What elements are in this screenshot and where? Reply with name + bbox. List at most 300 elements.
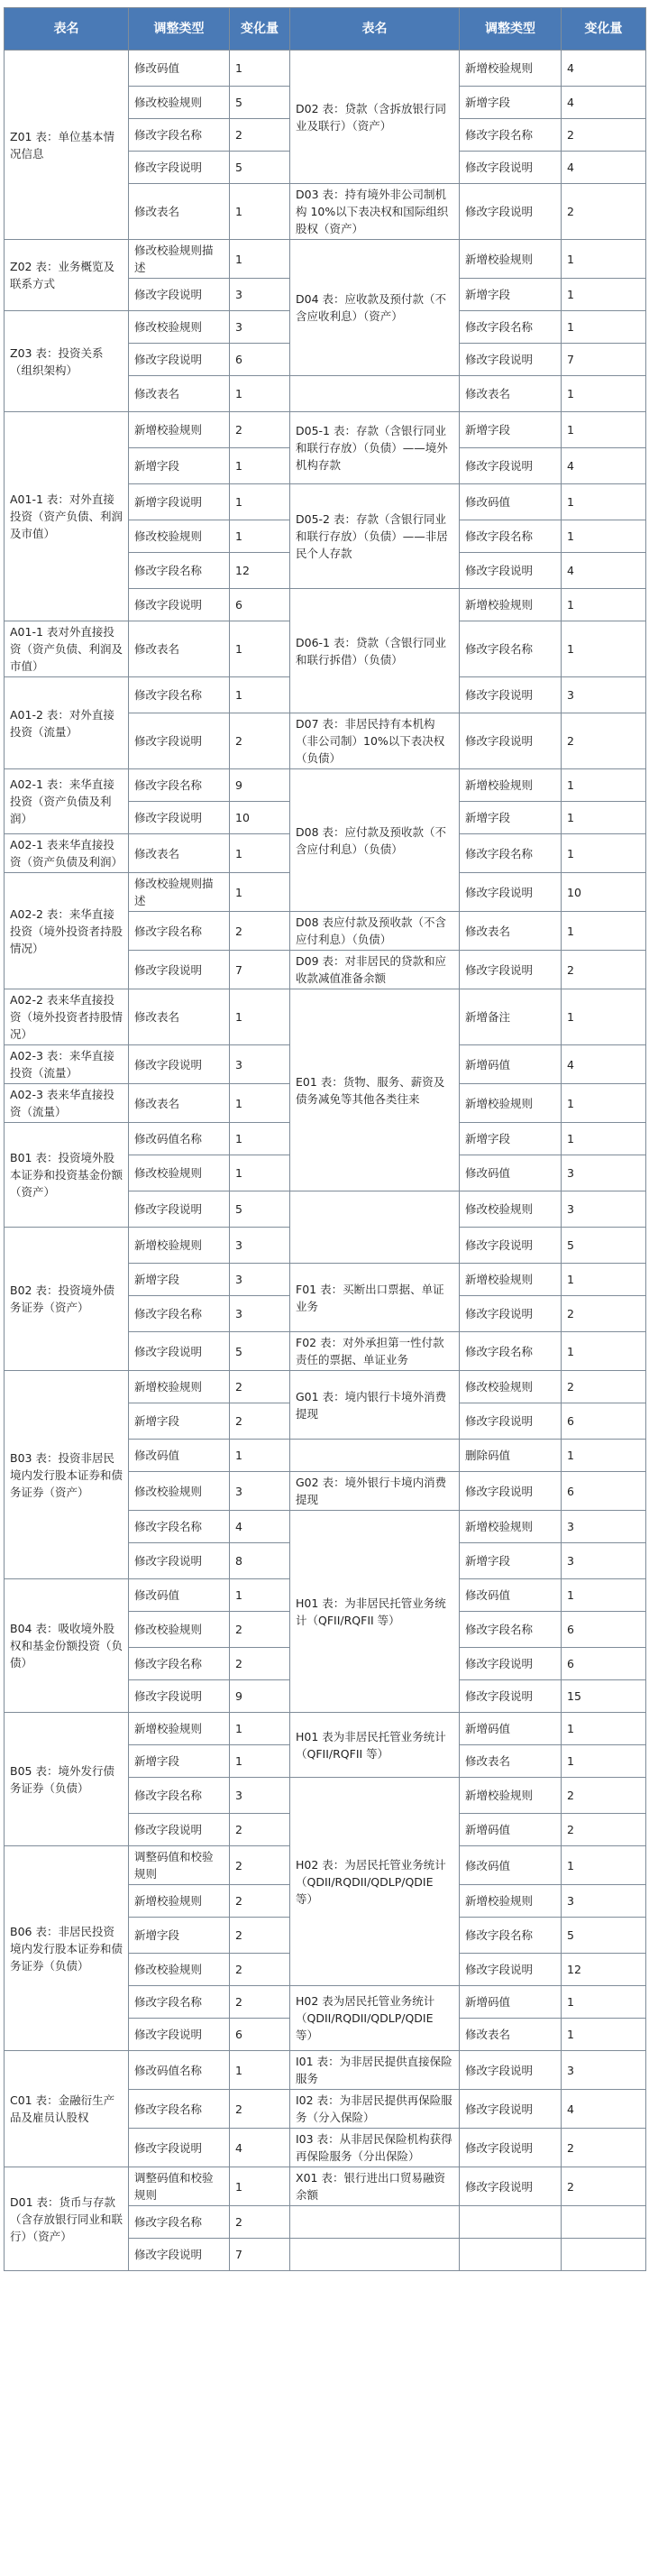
adjust-type-cell: 修改表名 [129,621,230,677]
change-count-cell: 3 [562,1885,646,1918]
table-name-cell: A01-1 表对外直接投资（资产负债、利润及市值） [5,621,129,677]
adjust-type-cell: 新增校验规则 [460,1511,562,1543]
change-count-cell: 1 [230,834,290,873]
adjust-type-cell: 修改字段说明 [460,1954,562,1986]
change-count-cell: 1 [230,184,290,240]
adjust-type-cell: 修改字段名称 [129,553,230,589]
change-count-cell: 6 [230,589,290,621]
change-count-cell: 4 [562,152,646,184]
table-name-cell: Z01 表：单位基本情况信息 [5,51,129,240]
adjust-type-cell: 修改字段说明 [129,279,230,311]
adjust-type-cell: 修改字段说明 [129,1191,230,1228]
table-name-cell [290,2239,460,2271]
change-count-cell: 5 [230,1191,290,1228]
change-count-cell: 1 [562,1745,646,1778]
change-count-cell: 4 [562,448,646,484]
adjust-type-cell: 新增字段说明 [129,484,230,520]
table-name-cell: A01-1 表：对外直接投资（资产负债、利润及市值） [5,412,129,621]
adjust-type-cell: 修改字段名称 [129,1511,230,1543]
adjust-type-cell: 修改字段名称 [129,769,230,802]
table-name-cell: I03 表：从非居民保险机构获得再保险服务（分出保险） [290,2129,460,2167]
change-count-cell: 2 [230,1846,290,1885]
table-name-cell: C01 表：金融衍生产品及雇员认股权 [5,2051,129,2167]
change-count-cell: 1 [562,484,646,520]
table-name-cell: H01 表为非居民托管业务统计（QFII/RQFII 等） [290,1713,460,1778]
adjust-type-cell: 新增校验规则 [129,412,230,448]
change-count-cell: 1 [230,677,290,713]
header-row [5,8,646,51]
header-change-count-right: 变化量 [562,8,646,51]
change-count-cell: 4 [562,51,646,87]
change-count-cell: 4 [230,1511,290,1543]
change-count-cell: 1 [562,621,646,677]
adjust-type-cell: 修改字段说明 [129,1332,230,1371]
adjust-type-cell: 修改字段说明 [129,344,230,376]
table-name-cell: Z03 表：投资关系（组织架构） [5,311,129,412]
change-count-cell: 1 [230,1155,290,1191]
adjust-type-cell: 修改码值 [460,1579,562,1612]
table-name-cell: A02-2 表来华直接投资（境外投资者持股情况） [5,989,129,1045]
table-name-cell: A02-1 表：来华直接投资（资产负债及利润） [5,769,129,834]
change-count-cell: 2 [230,1986,290,2019]
adjust-type-cell: 新增码值 [460,1713,562,1745]
adjust-type-cell: 修改字段说明 [460,184,562,240]
adjust-type-cell: 修改表名 [460,1745,562,1778]
table-name-cell: B01 表：投资境外股本证券和投资基金份额（资产） [5,1123,129,1228]
change-count-cell: 1 [562,376,646,412]
adjust-type-cell: 修改字段说明 [460,2129,562,2167]
adjust-type-cell: 修改字段说明 [129,802,230,834]
adjust-type-cell: 修改表名 [129,1084,230,1123]
adjust-type-cell: 修改字段名称 [460,1918,562,1954]
adjust-type-cell: 新增码值 [460,1986,562,2019]
header-change-count-left: 变化量 [230,8,290,51]
change-count-cell: 2 [230,1403,290,1440]
change-count-cell: 6 [562,1403,646,1440]
header-adjust-type-right: 调整类型 [460,8,562,51]
adjust-type-cell: 修改校验规则 [129,1612,230,1648]
change-count-cell [562,2239,646,2271]
adjust-type-cell: 修改字段说明 [129,1814,230,1846]
change-count-cell: 5 [230,87,290,119]
change-count-cell: 15 [562,1680,646,1713]
adjust-type-cell: 修改表名 [129,376,230,412]
change-count-cell: 1 [230,1579,290,1612]
change-count-cell: 1 [562,1264,646,1296]
table-name-cell: D08 表：应付款及预收款（不含应付利息）（负债） [290,769,460,912]
change-count-cell: 7 [230,2239,290,2271]
change-count-cell: 1 [562,2019,646,2051]
adjust-type-cell: 新增字段 [460,1123,562,1155]
change-count-cell: 1 [230,1713,290,1745]
change-count-cell: 2 [562,2129,646,2167]
change-count-cell: 1 [230,1084,290,1123]
change-count-cell: 3 [562,677,646,713]
change-count-cell: 1 [230,873,290,912]
adjust-type-cell: 删除码值 [460,1440,562,1472]
table-name-cell: G01 表：境内银行卡境外消费提现 [290,1371,460,1440]
table-name-cell: X01 表：银行进出口贸易融资余额 [290,2167,460,2206]
change-count-cell: 1 [562,802,646,834]
adjust-type-cell: 调整码值和校验规则 [129,2167,230,2206]
change-count-cell: 1 [230,484,290,520]
adjust-type-cell: 修改字段说明 [460,1680,562,1713]
adjust-type-cell: 调整码值和校验规则 [129,1846,230,1885]
change-count-cell: 3 [562,1155,646,1191]
adjust-type-cell: 新增校验规则 [460,51,562,87]
table-name-cell: A02-3 表：来华直接投资（流量） [5,1045,129,1084]
adjust-type-cell: 新增字段 [129,1918,230,1954]
adjust-type-cell: 修改字段名称 [129,677,230,713]
change-count-cell: 8 [230,1543,290,1579]
change-count-cell: 1 [562,311,646,344]
table-body [5,51,646,2271]
table-name-cell [290,2206,460,2239]
change-count-cell: 2 [562,713,646,769]
change-count-cell: 4 [230,2129,290,2167]
change-count-cell: 9 [230,1680,290,1713]
change-count-cell: 1 [562,1579,646,1612]
change-count-cell: 2 [230,1918,290,1954]
table-name-cell: D01 表：货币与存款（含存放银行同业和联行）（资产） [5,2167,129,2271]
change-count-cell: 1 [562,1986,646,2019]
change-count-cell: 2 [230,2206,290,2239]
change-count-cell: 7 [562,344,646,376]
table-row [5,1713,646,1745]
change-count-cell: 3 [230,279,290,311]
change-count-cell: 9 [230,769,290,802]
adjust-type-cell: 修改字段说明 [129,589,230,621]
adjust-type-cell: 修改字段说明 [129,1680,230,1713]
change-count-cell: 7 [230,951,290,989]
change-count-cell: 1 [562,1846,646,1885]
adjust-type-cell: 修改字段名称 [129,1648,230,1680]
change-count-cell: 2 [230,1885,290,1918]
adjust-type-cell: 修改字段名称 [129,912,230,951]
table-name-cell: D02 表：贷款（含拆放银行同业及联行）（资产） [290,51,460,184]
table-name-cell: A01-2 表：对外直接投资（流量） [5,677,129,769]
change-count-cell: 1 [230,621,290,677]
adjust-type-cell: 修改字段说明 [129,1045,230,1084]
table-row [5,240,646,279]
table-name-cell: D04 表：应收款及预付款（不含应收利息）（资产） [290,240,460,376]
change-count-cell: 6 [562,1472,646,1511]
adjust-type-cell: 修改字段说明 [460,1403,562,1440]
adjust-type-cell: 修改字段说明 [460,152,562,184]
change-count-cell: 10 [230,802,290,834]
change-count-cell: 1 [230,989,290,1045]
table-name-cell: B03 表：投资非居民境内发行股本证券和债务证券（资产） [5,1371,129,1579]
change-count-cell: 2 [230,2090,290,2129]
change-count-cell: 2 [230,1814,290,1846]
change-count-cell: 1 [562,1440,646,1472]
adjust-type-cell: 新增校验规则 [460,1885,562,1918]
adjust-type-cell: 修改字段名称 [460,119,562,152]
table-name-cell [290,376,460,412]
change-count-cell [562,2206,646,2239]
adjust-type-cell: 修改字段名称 [129,119,230,152]
change-count-cell: 4 [562,553,646,589]
table-name-cell: H02 表为居民托管业务统计（QDII/RQDII/QDLP/QDIE 等） [290,1986,460,2051]
table-row [5,51,646,87]
adjust-type-cell: 修改码值 [460,1155,562,1191]
change-count-cell: 2 [230,713,290,769]
table-name-cell [290,1440,460,1472]
change-count-cell: 6 [230,2019,290,2051]
adjust-type-cell: 新增字段 [129,448,230,484]
table-name-cell: G02 表：境外银行卡境内消费提现 [290,1472,460,1511]
adjust-type-cell: 修改字段名称 [129,2206,230,2239]
adjust-type-cell: 修改字段说明 [460,1228,562,1264]
adjust-type-cell: 修改字段说明 [460,2090,562,2129]
change-count-cell: 1 [230,2051,290,2090]
change-count-cell: 5 [562,1918,646,1954]
change-count-cell: 3 [230,1264,290,1296]
adjust-type-cell: 新增备注 [460,989,562,1045]
adjust-type-cell: 新增字段 [129,1403,230,1440]
change-count-cell: 5 [230,1332,290,1371]
adjust-type-cell: 新增校验规则 [460,769,562,802]
adjust-type-cell: 新增校验规则 [129,1713,230,1745]
adjust-type-cell: 修改表名 [129,834,230,873]
table-name-cell: B06 表：非居民投资境内发行股本证券和债务证券（负债） [5,1846,129,2051]
change-count-cell: 2 [562,2167,646,2206]
adjust-type-cell: 修改校验规则 [129,1155,230,1191]
table-name-cell: F02 表：对外承担第一性付款责任的票据、单证业务 [290,1332,460,1371]
adjust-type-cell: 修改字段说明 [129,2129,230,2167]
adjust-type-cell: 修改码值 [129,1579,230,1612]
adjust-type-cell: 新增校验规则 [460,1778,562,1814]
adjust-type-cell: 修改字段名称 [129,2090,230,2129]
adjust-type-cell: 修改字段说明 [460,2051,562,2090]
change-count-cell: 1 [562,912,646,951]
adjust-type-cell: 新增校验规则 [129,1228,230,1264]
adjust-type-cell: 修改字段说明 [129,951,230,989]
table-row [5,769,646,802]
adjust-type-cell: 修改字段说明 [129,2019,230,2051]
change-count-cell: 2 [562,1814,646,1846]
adjust-type-cell: 新增校验规则 [129,1371,230,1403]
adjust-type-cell: 修改字段说明 [129,1543,230,1579]
adjust-type-cell: 修改表名 [460,912,562,951]
table-name-cell: I02 表：为非居民提供再保险服务（分入保险） [290,2090,460,2129]
change-count-cell: 3 [562,1191,646,1228]
table-row [5,2167,646,2206]
adjust-type-cell: 修改码值 [460,484,562,520]
table-name-cell: A02-3 表来华直接投资（流量） [5,1084,129,1123]
change-count-cell: 2 [230,412,290,448]
change-count-cell: 2 [230,1954,290,1986]
table-row [5,412,646,448]
adjustment-table [4,7,646,2271]
change-count-cell: 2 [230,1612,290,1648]
header-table-name-left: 表名 [5,8,129,51]
table-name-cell: D08 表应付款及预收款（不含应付利息）（负债） [290,912,460,951]
change-count-cell: 3 [230,1228,290,1264]
change-count-cell: 2 [562,119,646,152]
table-name-cell: F01 表：买断出口票据、单证业务 [290,1264,460,1332]
adjust-type-cell: 修改字段说明 [460,344,562,376]
adjust-type-cell: 新增字段 [460,279,562,311]
change-count-cell: 1 [562,240,646,279]
adjust-type-cell: 新增校验规则 [460,1264,562,1296]
adjust-type-cell: 修改字段说明 [460,1472,562,1511]
adjust-type-cell: 修改校验规则 [460,1191,562,1228]
adjust-type-cell: 修改表名 [460,376,562,412]
change-count-cell: 6 [562,1612,646,1648]
adjust-type-cell: 修改码值 [460,1846,562,1885]
adjust-type-cell [460,2206,562,2239]
change-count-cell: 1 [230,51,290,87]
adjust-type-cell: 修改字段名称 [460,621,562,677]
adjust-type-cell: 修改字段名称 [129,1296,230,1332]
table-name-cell: A02-2 表：来华直接投资（境外投资者持股情况） [5,873,129,989]
adjust-type-cell: 修改字段说明 [460,677,562,713]
change-count-cell: 1 [230,448,290,484]
change-count-cell: 5 [562,1228,646,1264]
change-count-cell: 2 [562,184,646,240]
adjust-type-cell: 修改字段名称 [460,1332,562,1371]
change-count-cell: 2 [562,951,646,989]
change-count-cell: 4 [562,1045,646,1084]
adjust-type-cell: 新增校验规则 [460,1084,562,1123]
change-count-cell: 4 [562,87,646,119]
adjust-type-cell: 修改字段说明 [460,553,562,589]
table-row [5,1371,646,1403]
change-count-cell: 4 [562,2090,646,2129]
change-count-cell: 2 [230,912,290,951]
adjust-type-cell: 修改校验规则 [129,1954,230,1986]
adjust-type-cell: 修改字段说明 [460,2167,562,2206]
adjust-type-cell: 新增校验规则 [460,240,562,279]
change-count-cell: 1 [562,834,646,873]
table-name-cell: D05-2 表：存款（含银行同业和联行存放）（负债）——非居民个人存款 [290,484,460,589]
table-name-cell: H02 表：为居民托管业务统计（QDII/RQDII/QDLP/QDIE 等） [290,1778,460,1986]
change-count-cell: 3 [562,1543,646,1579]
table-row [5,2051,646,2090]
adjust-type-cell: 修改校验规则描述 [129,873,230,912]
table-name-cell: D03 表：持有境外非公司制机构 10%以下表决权和国际组织股权（资产） [290,184,460,240]
adjust-type-cell: 新增码值 [460,1814,562,1846]
adjust-type-cell: 修改字段名称 [129,1986,230,2019]
change-count-cell: 2 [230,1371,290,1403]
adjust-type-cell: 新增校验规则 [129,1885,230,1918]
change-count-cell: 2 [562,1371,646,1403]
change-count-cell: 1 [230,240,290,279]
adjust-type-cell: 修改字段说明 [460,1296,562,1332]
adjust-type-cell: 修改字段说明 [129,152,230,184]
change-count-cell: 1 [562,1084,646,1123]
change-count-cell: 2 [562,1778,646,1814]
change-count-cell: 3 [562,1511,646,1543]
table-name-cell: B04 表：吸收境外股权和基金份额投资（负债） [5,1579,129,1713]
adjust-type-cell: 修改码值 [129,51,230,87]
adjust-type-cell: 新增字段 [129,1264,230,1296]
change-count-cell: 3 [230,311,290,344]
table-name-cell: H01 表：为非居民托管业务统计（QFII/RQFII 等） [290,1511,460,1713]
table-name-cell: I01 表：为非居民提供直接保险服务 [290,2051,460,2090]
table-name-cell: D07 表：非居民持有本机构（非公司制）10%以下表决权（负债） [290,713,460,769]
change-count-cell: 3 [230,1296,290,1332]
change-count-cell: 6 [230,344,290,376]
adjust-type-cell [460,2239,562,2271]
adjust-type-cell: 修改字段名称 [460,311,562,344]
table-name-cell: B05 表：境外发行债务证券（负债） [5,1713,129,1846]
adjust-type-cell: 新增字段 [129,1745,230,1778]
adjust-type-cell: 修改校验规则 [129,311,230,344]
change-count-cell: 12 [562,1954,646,1986]
table-name-cell: D06-1 表：贷款（含银行同业和联行拆借）（负债） [290,589,460,713]
change-count-cell: 2 [230,1648,290,1680]
change-count-cell: 1 [230,1440,290,1472]
change-count-cell: 1 [562,1123,646,1155]
adjust-type-cell: 修改校验规则 [129,1472,230,1511]
change-count-cell: 10 [562,873,646,912]
table-name-cell: D05-1 表：存款（含银行同业和联行存放）（负债）——境外机构存款 [290,412,460,484]
table-name-cell: D09 表：对非居民的贷款和应收款减值准备余额 [290,951,460,989]
table-row [5,989,646,1045]
adjust-type-cell: 新增码值 [460,1045,562,1084]
change-count-cell: 3 [562,2051,646,2090]
adjust-type-cell: 修改码值 [129,1440,230,1472]
change-count-cell: 2 [562,1296,646,1332]
adjust-type-cell: 修改校验规则 [129,87,230,119]
change-count-cell: 1 [230,2167,290,2206]
adjust-type-cell: 修改表名 [129,184,230,240]
adjust-type-cell: 新增校验规则 [460,589,562,621]
change-count-cell: 1 [562,769,646,802]
adjust-type-cell: 新增字段 [460,802,562,834]
adjust-type-cell: 修改校验规则 [460,1371,562,1403]
change-count-cell: 1 [230,1123,290,1155]
change-count-cell: 3 [230,1778,290,1814]
adjust-type-cell: 修改表名 [460,2019,562,2051]
change-count-cell: 1 [562,989,646,1045]
change-count-cell: 3 [230,1045,290,1084]
adjust-type-cell: 修改字段说明 [460,713,562,769]
change-count-cell: 2 [230,119,290,152]
change-count-cell: 12 [230,553,290,589]
change-count-cell: 1 [562,1713,646,1745]
adjust-type-cell: 修改码值名称 [129,1123,230,1155]
adjust-type-cell: 修改字段名称 [129,1778,230,1814]
adjust-type-cell: 修改字段说明 [460,1648,562,1680]
change-count-cell: 1 [562,589,646,621]
table-name-cell: B02 表：投资境外债务证券（资产） [5,1228,129,1371]
change-count-cell: 1 [562,412,646,448]
adjust-type-cell: 修改字段说明 [460,448,562,484]
adjust-type-cell: 修改字段说明 [460,873,562,912]
adjust-type-cell: 新增字段 [460,87,562,119]
change-count-cell: 1 [230,520,290,553]
table-name-cell [290,1191,460,1264]
adjust-type-cell: 修改字段说明 [129,2239,230,2271]
adjust-type-cell: 修改字段名称 [460,834,562,873]
change-count-cell: 1 [562,520,646,553]
adjust-type-cell: 修改校验规则描述 [129,240,230,279]
adjust-type-cell: 修改码值名称 [129,2051,230,2090]
table-name-cell: Z02 表：业务概览及联系方式 [5,240,129,311]
adjust-type-cell: 修改表名 [129,989,230,1045]
adjust-type-cell: 修改校验规则 [129,520,230,553]
adjust-type-cell: 修改字段说明 [460,951,562,989]
header-adjust-type-left: 调整类型 [129,8,230,51]
adjust-type-cell: 修改字段说明 [129,713,230,769]
change-count-cell: 3 [230,1472,290,1511]
table-name-cell: A02-1 表来华直接投资（资产负债及利润） [5,834,129,873]
adjust-type-cell: 新增字段 [460,412,562,448]
change-count-cell: 1 [562,279,646,311]
